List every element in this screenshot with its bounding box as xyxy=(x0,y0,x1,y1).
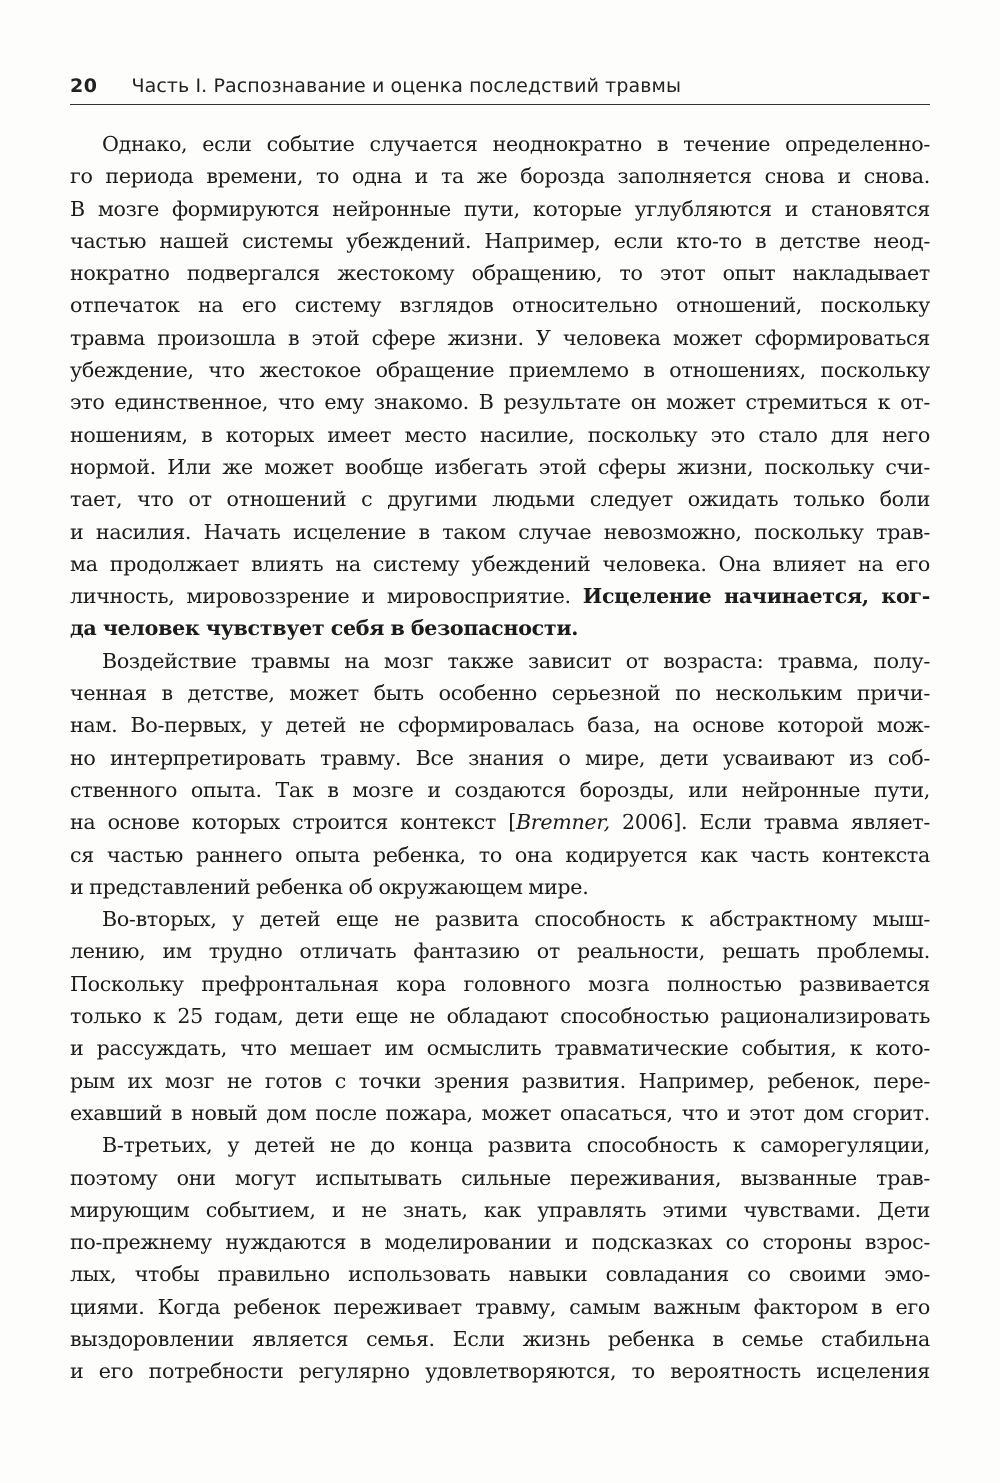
citation-line xyxy=(70,806,930,838)
text-line: Однако, если событие случается неоднократно в течение определенно- xyxy=(102,132,930,156)
text-line: и рассуждать, что мешает им осмыслить травматические события, к кото- xyxy=(70,1036,930,1061)
text-line: лению, им трудно отличать фантазию от реальности, решать проблемы. xyxy=(70,939,930,964)
running-title: Часть I. Распознавание и оценка последствий травмы xyxy=(131,75,682,97)
text-line: тает, что от отношений с другими людьми следует ожидать только боли xyxy=(70,487,930,512)
text-line: ма продолжает влиять на систему убеждений человека. Она влияет на его xyxy=(70,551,930,576)
plain-text: 2006]. Если травма являет- xyxy=(609,810,930,835)
citation-author: Bremner, xyxy=(515,810,610,835)
text-line: и его потребности регулярно удовлетворяются, то вероятность исцеления xyxy=(70,1359,930,1384)
text-line: рым их мозг не готов с точки зрения развития. Например, ребенок, пере- xyxy=(70,1068,930,1093)
text-line: ченная в детстве, может быть особенно серьезной по нескольким причи- xyxy=(70,681,930,706)
text-line: и представлений ребенка об окружающем мире. xyxy=(70,874,589,899)
plain-text: личность, мировоззрение и мировосприятие. xyxy=(70,584,583,609)
text-line: отпечаток на его систему взглядов относительно отношений, поскольку xyxy=(70,293,930,318)
text-line: травма произошла в этой сфере жизни. У человека может сформироваться xyxy=(70,325,930,350)
text-line: лых, чтобы правильно использовать навыки совладания со своими эмо- xyxy=(70,1262,930,1287)
text-line: частью нашей системы убеждений. Например, если кто-то в детстве неод- xyxy=(70,228,930,253)
emphasis-text: Исцеление начинается, ког- xyxy=(582,584,930,609)
text-line: но интерпретировать травму. Все знания о мире, дети усваивают из соб- xyxy=(70,745,930,770)
text-line: выздоровлении является семья. Если жизнь ребенка в семье стабильна xyxy=(70,1326,930,1351)
text-line: го периода времени, то одна и та же борозда заполняется снова и снова. xyxy=(70,164,930,189)
text-line: только к 25 годам, дети еще не обладают способностью рационализировать xyxy=(70,1004,930,1029)
text-line: Во-вторых, у детей еще не развита способность к абстрактному мыш- xyxy=(102,907,930,932)
paragraph-4 xyxy=(70,1129,930,1387)
paragraph-1 xyxy=(70,128,930,645)
emphasis-line: да человек чувствует себя в безопасности. xyxy=(70,616,579,641)
text-line: нам. Во-первых, у детей не сформировалась база, на основе которой мож- xyxy=(70,713,930,738)
text-line xyxy=(70,580,930,612)
text-line: убеждение, что жестокое обращение приемлемо в отношениях, поскольку xyxy=(70,358,930,383)
text-line: ственного опыта. Так в мозге и создаются борозды, или нейронные пути, xyxy=(70,777,930,802)
text-line: поэтому они могут испытывать сильные переживания, вызванные трав- xyxy=(70,1165,930,1190)
text-line: В-третьих, у детей не до конца развита способность к саморегуляции, xyxy=(102,1133,930,1158)
text-line: Поскольку префронтальная кора головного мозга полностью развивается xyxy=(70,971,930,996)
text-line: нормой. Или же может вообще избегать этой сферы жизни, поскольку счи- xyxy=(70,454,930,479)
text-line: В мозге формируются нейронные пути, которые углубляются и становятся xyxy=(70,196,930,221)
text-line: ношениям, в которых имеет место насилие, поскольку это стало для него xyxy=(70,422,930,447)
header-rule xyxy=(70,104,930,105)
text-line: по-прежнему нуждаются в моделировании и подсказках со стороны взрос- xyxy=(70,1230,930,1255)
text-line: ся частью раннего опыта ребенка, то она кодируется как часть контекста xyxy=(70,842,930,867)
paragraph-2 xyxy=(70,645,930,903)
paragraph-3 xyxy=(70,903,930,1129)
text-line: это единственное, что ему знакомо. В результате он может стремиться к от- xyxy=(70,390,930,415)
text-line: Воздействие травмы на мозг также зависит от возраста: травма, полу- xyxy=(102,648,930,673)
body-text xyxy=(70,128,930,1388)
text-line: циями. Когда ребенок переживает травму, самым важным фактором в его xyxy=(70,1294,930,1319)
running-header xyxy=(70,70,930,102)
plain-text: на основе которых строится контекст [ xyxy=(70,810,516,835)
text-line: и насилия. Начать исцеление в таком случае невозможно, поскольку трав- xyxy=(70,519,930,544)
text-line: нократно подвергался жестокому обращению, то этот опыт накладывает xyxy=(70,261,930,286)
text-line: ехавший в новый дом после пожара, может опасаться, что и этот дом сгорит. xyxy=(70,1100,930,1125)
page-number: 20 xyxy=(70,75,98,97)
text-line: мирующим событием, и не знать, как управлять этими чувствами. Дети xyxy=(70,1197,930,1222)
